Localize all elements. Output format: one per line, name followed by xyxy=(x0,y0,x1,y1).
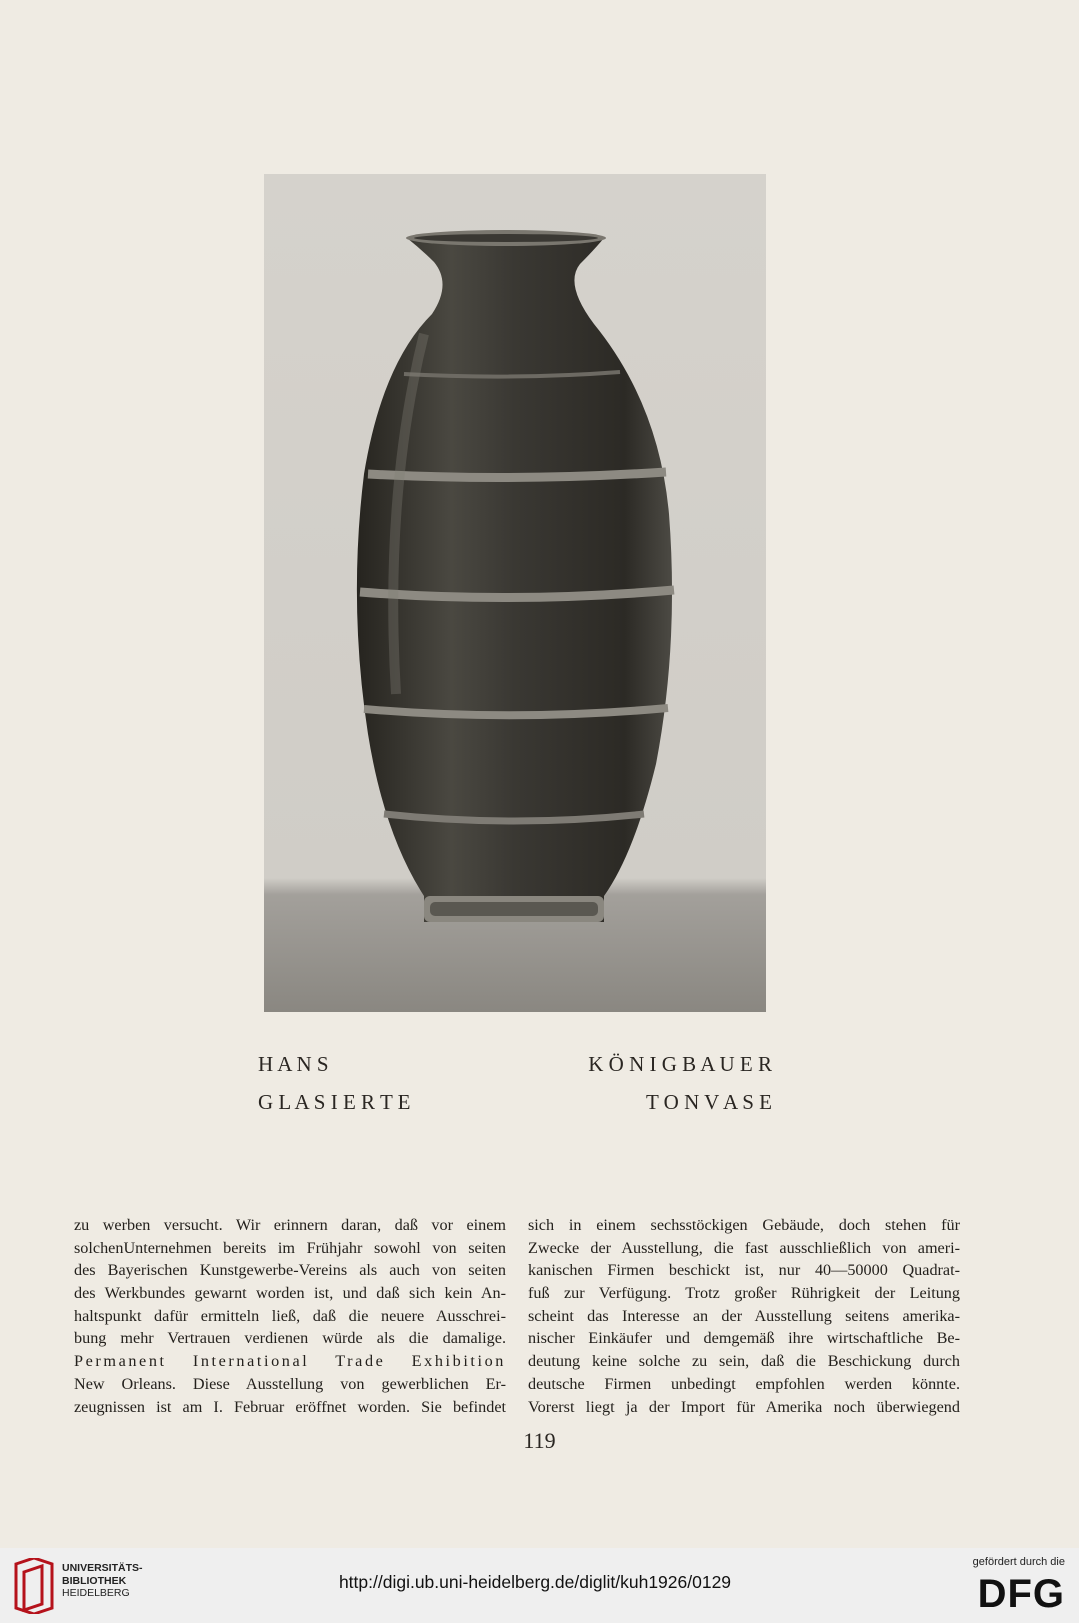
text-line: fuß zur Verfügung. Trotz großer Rührigkeit der Leitung xyxy=(528,1284,960,1303)
dfg-logo[interactable]: DFG xyxy=(977,1572,1065,1616)
text-line: scheint das Interesse an der Ausstellung seitens amerika- xyxy=(528,1306,960,1325)
text-line: des Werkbundes gewarnt worden ist, und daß sich kein An- xyxy=(74,1284,506,1303)
text-line: solchenUnternehmen bereits im Frühjahr sowohl von seiten xyxy=(74,1238,506,1257)
text-line: Zwecke der Ausstellung, die fast ausschließlich von ameri- xyxy=(528,1238,960,1257)
page-number: 119 xyxy=(523,1428,556,1453)
university-name[interactable] xyxy=(62,1562,143,1600)
text-line: deutung keine solche zu sein, daß die Beschickung durch xyxy=(528,1352,960,1371)
text-line: des Bayerischen Kunstgewerbe-Vereins als auch von seiten xyxy=(74,1261,506,1280)
text-line: sich in einem sechsstöckigen Gebäude, doch stehen für xyxy=(528,1216,960,1234)
caption-artist-first: H A N S xyxy=(258,1052,329,1076)
vase-illustration xyxy=(264,174,766,1012)
caption-artist-last: K Ö N I G B A U E R xyxy=(588,1052,772,1076)
university-name-line: HEIDELBERG xyxy=(62,1587,130,1599)
text-line: New Orleans. Diese Ausstellung von gewerblichen Er- xyxy=(74,1374,506,1393)
caption-title-second: T O N V A S E xyxy=(645,1090,772,1114)
text-column-left xyxy=(74,1214,506,1418)
text-line: zu werben versucht. Wir erinnern daran, daß vor einem xyxy=(74,1216,506,1234)
text-line: nischer Einkäufer und demgemäß ihre wirtschaftliche Be- xyxy=(528,1329,960,1348)
caption-title-first: G L A S I E R T E xyxy=(258,1090,411,1114)
text-line: kanischen Firmen beschickt ist, nur 40—50000 Quadrat- xyxy=(528,1261,960,1280)
document-url-link[interactable]: http://digi.ub.uni-heidelberg.de/diglit/kuh1926/0129 xyxy=(338,1572,732,1592)
university-name-line: BIBLIOTHEK xyxy=(62,1574,127,1587)
text-column-right xyxy=(528,1214,960,1418)
vase-photograph xyxy=(264,174,766,1012)
text-line: zeugnissen ist am I. Februar eröffnet worden. Sie befindet xyxy=(74,1397,506,1416)
viewer-footer xyxy=(0,1548,1079,1623)
text-line: bung mehr Vertrauen verdienen würde als die damalige. xyxy=(74,1329,506,1348)
funding-label: gefördert durch die xyxy=(972,1556,1065,1568)
university-logo-icon[interactable] xyxy=(12,1558,56,1614)
text-line: haltspunkt dafür ermitteln ließ, daß die neuere Ausschrei- xyxy=(74,1306,506,1325)
caption-artist xyxy=(258,1052,772,1077)
caption-title xyxy=(258,1090,772,1115)
text-line: deutsche Firmen unbedingt empfohlen werden könnte. xyxy=(528,1374,960,1393)
university-name-line: UNIVERSITÄTS- xyxy=(62,1562,143,1574)
text-line-heading: Permanent International Trade Exhibition xyxy=(74,1352,506,1371)
text-line: Vorerst liegt ja der Import für Amerika noch überwiegend xyxy=(528,1397,960,1416)
